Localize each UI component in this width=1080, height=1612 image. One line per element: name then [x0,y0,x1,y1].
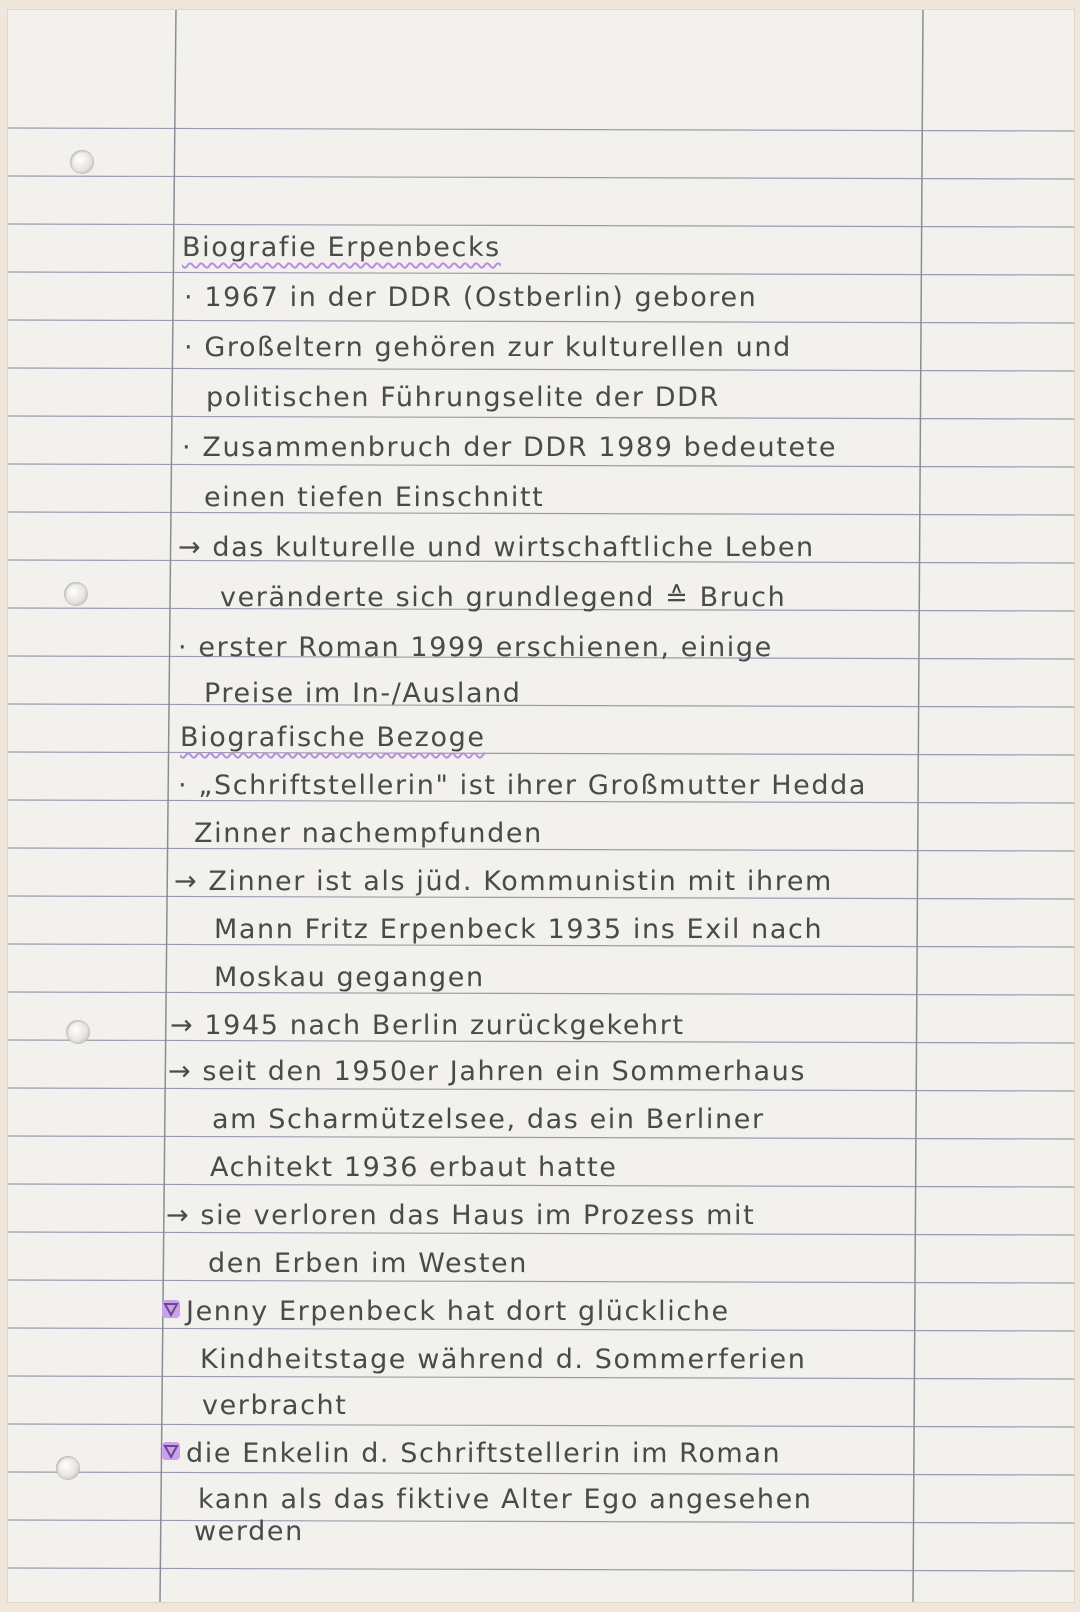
note-line: Moskau gegangen [214,962,485,993]
note-line-marked [162,1296,730,1328]
note-line: · Großeltern gehören zur kulturellen und [184,332,792,363]
note-line: → seit den 1950er Jahren ein Sommerhaus [168,1056,806,1087]
heading-bezuege: Biografische Bezoge [180,722,486,753]
note-line: → Zinner ist als jüd. Kommunistin mit ihrem [174,866,833,897]
note-line: Zinner nachempfunden [194,818,543,849]
triangle-marker-icon [162,1442,180,1460]
note-line: verbracht [202,1390,348,1421]
note-line: politischen Führungselite der DDR [206,382,720,413]
note-line: · Zusammenbruch der DDR 1989 bedeutete [182,432,838,463]
note-line-marked [162,1438,781,1470]
note-line: einen tiefen Einschnitt [204,482,545,513]
note-line: werden [194,1516,304,1547]
note-line: Achitekt 1936 erbaut hatte [210,1152,618,1183]
note-line: Preise im In-/Ausland [204,678,522,709]
note-line: → sie verloren das Haus im Prozess mit [166,1200,756,1231]
triangle-marker-icon [162,1300,180,1318]
note-line: veränderte sich grundlegend ≙ Bruch [220,582,787,613]
note-line: am Scharmützelsee, das ein Berliner [212,1104,765,1135]
note-line: · „Schriftstellerin" ist ihrer Großmutter Hedda [178,770,867,801]
note-line: → 1945 nach Berlin zurückgekehrt [170,1010,685,1041]
note-text: die Enkelin d. Schriftstellerin im Roman [186,1438,782,1469]
notebook-page [8,10,1074,1602]
note-line: Kindheitstage während d. Sommerferien [200,1344,807,1375]
heading-biografie: Biografie Erpenbecks [182,232,501,263]
note-line: · 1967 in der DDR (Ostberlin) geboren [184,282,758,313]
note-line: · erster Roman 1999 erschienen, einige [178,632,773,663]
note-line: den Erben im Westen [208,1248,528,1279]
note-line: kann als das fiktive Alter Ego angesehen [198,1484,813,1515]
note-text: Jenny Erpenbeck hat dort glückliche [186,1296,730,1327]
handwritten-notes [8,10,1074,1602]
note-line: Mann Fritz Erpenbeck 1935 ins Exil nach [214,914,824,945]
note-line: → das kulturelle und wirtschaftliche Leben [178,532,815,563]
